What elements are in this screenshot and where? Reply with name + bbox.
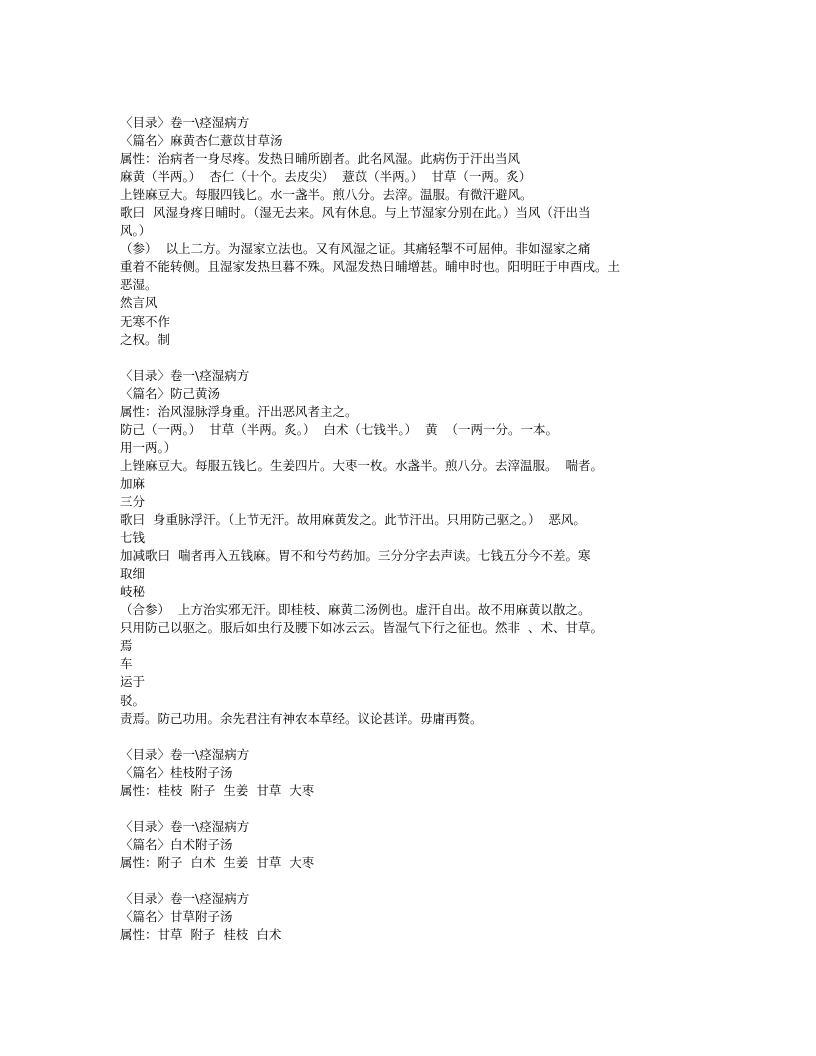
text-line: 岐秘 [120,584,146,600]
text-line: 加麻 [120,475,146,491]
text-line: 无寒不作 [120,313,171,329]
text-line: 属性：甘草 附子 桂枝 白术 [120,927,282,943]
text-line: 取细 [120,566,146,582]
text-line: 〈篇名〉白术附子汤 [120,836,233,852]
text-line: 〈目录〉卷一\痉湿病方 [120,746,250,762]
text-line: 〈目录〉卷一\痉湿病方 [120,891,250,907]
text-line: 上锉麻豆大。每服四钱匕。水一盏半。煎八分。去滓。温服。有微汗避风。 [120,187,533,203]
text-line: 只用防己以驱之。服后如虫行及腰下如冰云云。皆湿气下行之征也。然非 、术、甘草。 [120,620,603,636]
text-line: 用一两。） [120,439,177,455]
document-body [120,114,800,944]
text-line: （合参） 上方治实邪无汗。即桂枝、麻黄二汤例也。虚汗自出。故不用麻黄以散之。 [120,602,591,618]
text-line: 车 [120,656,133,672]
text-line: 〈篇名〉防己黄汤 [120,385,221,401]
text-line: 上锉麻豆大。每服五钱匕。生姜四片。大枣一枚。水盏半。煎八分。去滓温服。 喘者。 [120,457,603,473]
text-line: 然言风 [120,295,158,311]
text-line: 恶湿。 [120,277,158,293]
text-line: 防己（一两。） 甘草（半两。炙。） 白术（七钱半。） 黄 （一两一分。一本。 [120,421,559,437]
text-line: 风。） [120,223,152,239]
blank-line [120,728,800,746]
text-line: 驳。 [120,692,146,708]
text-line: 属性：附子 白术 生姜 甘草 大枣 [120,854,315,870]
blank-line [120,872,800,890]
text-line: 〈篇名〉麻黄杏仁薏苡甘草汤 [120,133,283,149]
text-line: 歌曰 身重脉浮汗。（上节无汗。故用麻黄发之。此节汗出。只用防己驱之。） 恶风。 [120,512,586,528]
text-line: 歌曰 风湿身疼日晡时。（湿无去来。风有休息。与上节湿家分别在此。）当风（汗出当 [120,205,591,221]
text-line: 属性：治病者一身尽疼。发热日晡所剧者。此名风湿。此病伤于汗出当风 [120,151,521,167]
text-line: 三分 [120,493,146,509]
text-line: （参） 以上二方。为湿家立法也。又有风湿之证。其痛轻掣不可屈伸。非如湿家之痛 [120,241,591,257]
text-line: 〈目录〉卷一\痉湿病方 [120,115,250,130]
text-line: 责焉。防己功用。余先君注有神农本草经。议论甚详。毋庸再赘。 [120,710,483,726]
text-line: 加减歌曰 喘者再入五钱麻。胃不和兮芍药加。三分分字去声读。七钱五分今不差。寒 [120,548,591,564]
text-line: 〈目录〉卷一\痉湿病方 [120,367,250,383]
text-line: 运于 [120,674,146,690]
text-line: 焉 [120,638,133,654]
text-line: 〈篇名〉桂枝附子汤 [120,764,233,780]
text-line: 麻黄（半两。） 杏仁（十个。去皮尖） 薏苡（半两。） 甘草（一两。炙） [120,169,532,185]
text-line: 属性：桂枝 附子 生姜 甘草 大枣 [120,782,315,798]
blank-line [120,349,800,367]
blank-line [120,800,800,818]
text-line: 之权。制 [120,331,171,347]
text-line: 〈目录〉卷一\痉湿病方 [120,818,250,834]
text-line: 〈篇名〉甘草附子汤 [120,909,233,925]
text-line: 七钱 [120,530,146,546]
text-line: 重着不能转侧。且湿家发热旦暮不殊。风湿发热日晡增甚。晡申时也。阳明旺于申酉戌。土 [120,259,621,275]
text-line: 属性：治风湿脉浮身重。汗出恶风者主之。 [120,403,358,419]
